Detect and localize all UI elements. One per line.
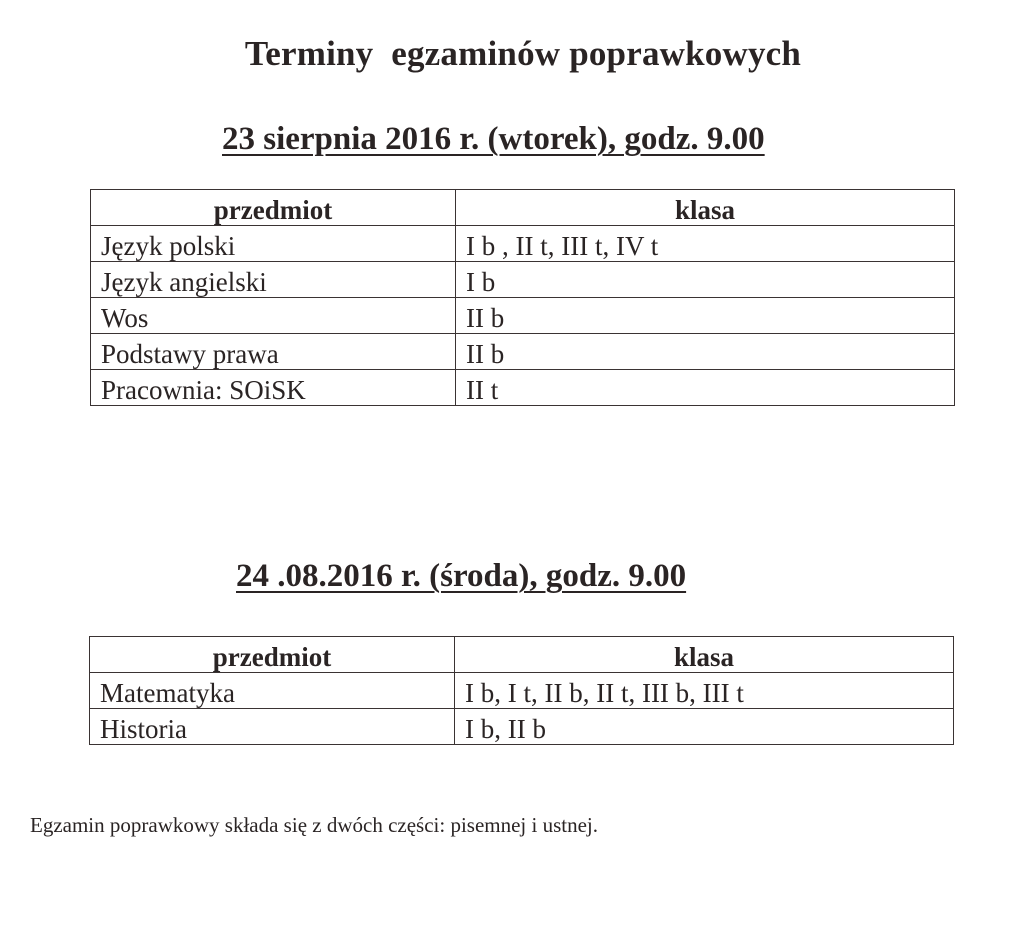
table-row [91, 226, 955, 262]
section-heading-august-23: 23 sierpnia 2016 r. (wtorek), godz. 9.00 [222, 121, 765, 157]
exam-table-august-24 [89, 636, 954, 745]
class-cell: II b [456, 298, 955, 334]
column-header-class: klasa [456, 190, 955, 226]
class-cell: I b, I t, II b, II t, III b, III t [455, 673, 954, 709]
table-header-row [91, 190, 955, 226]
table-row [91, 262, 955, 298]
footer-note: Egzamin poprawkowy składa się z dwóch części: pisemnej i ustnej. [30, 813, 599, 837]
subject-cell: Język angielski [91, 262, 456, 298]
subject-cell: Podstawy prawa [91, 334, 456, 370]
exam-table-august-23 [90, 189, 955, 406]
class-cell: I b , II t, III t, IV t [456, 226, 955, 262]
page-title: Terminy egzaminów poprawkowych [244, 34, 802, 73]
column-header-class: klasa [455, 637, 954, 673]
table-row [91, 298, 955, 334]
table-row [90, 709, 954, 745]
subject-cell: Matematyka [90, 673, 455, 709]
table-row [91, 370, 955, 406]
subject-cell: Wos [91, 298, 456, 334]
subject-cell: Język polski [91, 226, 456, 262]
class-cell: I b [456, 262, 955, 298]
class-cell: II t [456, 370, 955, 406]
section-heading-august-24: 24 .08.2016 r. (środa), godz. 9.00 [236, 558, 687, 594]
subject-cell: Historia [90, 709, 455, 745]
class-cell: II b [456, 334, 955, 370]
table-row [90, 673, 954, 709]
table-row [91, 334, 955, 370]
column-header-subject: przedmiot [90, 637, 455, 673]
column-header-subject: przedmiot [91, 190, 456, 226]
table-header-row [90, 637, 954, 673]
class-cell: I b, II b [455, 709, 954, 745]
subject-cell: Pracownia: SOiSK [91, 370, 456, 406]
